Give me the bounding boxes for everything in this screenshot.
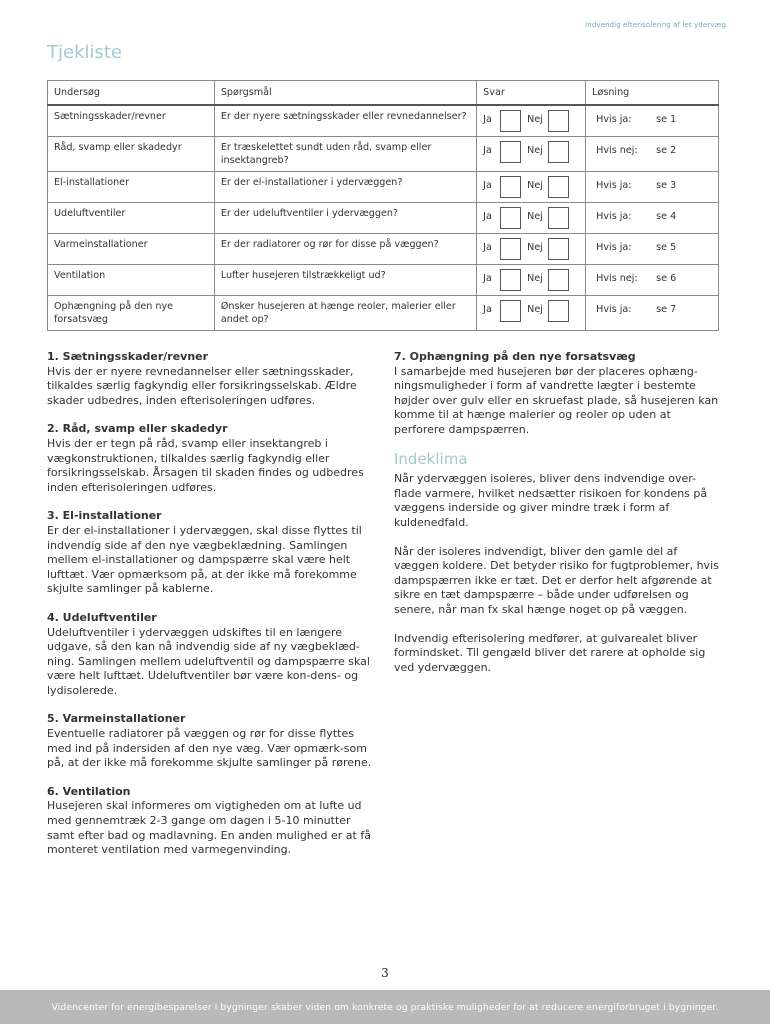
nej-checkbox[interactable] <box>548 300 569 322</box>
header-svar: Svar <box>477 81 586 106</box>
section-raad-svamp <box>47 422 377 495</box>
cell-losning <box>586 172 719 203</box>
left-column <box>47 350 377 872</box>
solution-reference: se 5 <box>656 242 677 253</box>
header-losning: Løsning <box>586 81 719 106</box>
cell-sporgsmal: Er træskelettet sundt uden råd, svamp eller insektangreb? <box>214 137 476 172</box>
section-heading: 6. Ventilation <box>47 784 131 798</box>
section-el-installationer <box>47 509 377 597</box>
ja-checkbox[interactable] <box>500 300 521 322</box>
cell-svar <box>477 137 586 172</box>
solution-reference: se 6 <box>656 273 677 284</box>
ja-label: Ja <box>483 145 492 156</box>
checklist-table <box>47 80 719 331</box>
page-number: 3 <box>381 966 389 980</box>
cell-undersog: Varmeinstallationer <box>48 234 215 265</box>
cell-losning <box>586 137 719 172</box>
cell-svar <box>477 265 586 296</box>
solution-reference: se 4 <box>656 211 677 222</box>
section-text: Husejeren skal informeres om vigtigheden om at lufte ud med gennemtræk 2-3 gange om dagen i 5-10 minutter samt efter bad og madlavning. En anden mulighed er at få monteret ventilation med varmegenvinding. <box>47 799 371 857</box>
footer-text: Videncenter for energibesparelser i bygninger skaber viden om konkrete og praktiske muligheder for at reducere energiforbruget i bygninger. <box>51 1001 719 1013</box>
footer <box>0 990 770 1024</box>
ja-checkbox[interactable] <box>500 141 521 163</box>
ja-checkbox[interactable] <box>500 269 521 291</box>
solution-condition: Hvis ja: <box>596 304 632 315</box>
nej-checkbox[interactable] <box>548 110 569 132</box>
section-heading: 5. Varmeinstallationer <box>47 712 186 726</box>
cell-undersog: Udeluftventiler <box>48 203 215 234</box>
section-ophaengning <box>394 350 722 438</box>
cell-undersog: El-installationer <box>48 172 215 203</box>
running-header: Indvendig efterisolering af let ydervæg <box>585 21 726 29</box>
table-row <box>48 265 719 296</box>
solution-reference: se 2 <box>656 145 677 156</box>
nej-checkbox[interactable] <box>548 141 569 163</box>
table-row <box>48 234 719 265</box>
page-title: Tjekliste <box>47 42 123 63</box>
section-heading: 7. Ophængning på den nye forsatsvæg <box>394 350 636 363</box>
cell-losning <box>586 105 719 137</box>
table-row <box>48 203 719 234</box>
nej-label: Nej <box>527 145 543 156</box>
cell-losning <box>586 296 719 331</box>
section-text: Hvis der er nyere revnedannelser eller sætningsskader, tilkaldes særlig fagkyndig eller forsikringsselskab. Ældre skader udbedres, inden efterisoleringen udføres. <box>47 364 357 407</box>
ja-label: Ja <box>483 114 492 125</box>
cell-sporgsmal: Er der nyere sætningsskader eller revnedannelser? <box>214 105 476 137</box>
indeklima-paragraph: Når der isoleres indvendigt, bliver den gamle del af væggen koldere. Det betyder risiko for fugtproblemer, hvis dampspærren ikke er tæt. Det er derfor helt afgørende at sikre en tæt dampspærre – både under udførelsen og senere, når man fx skal hænge noget op på væggen. <box>394 544 719 616</box>
nej-label: Nej <box>527 304 543 315</box>
ja-label: Ja <box>483 304 492 315</box>
cell-sporgsmal: Lufter husejeren tilstrækkeligt ud? <box>214 265 476 296</box>
section-udeluftventiler <box>47 611 377 699</box>
ja-label: Ja <box>483 180 492 191</box>
ja-checkbox[interactable] <box>500 110 521 132</box>
header-sporgsmal: Spørgsmål <box>214 81 476 106</box>
solution-condition: Hvis ja: <box>596 180 632 191</box>
section-ventilation <box>47 785 377 858</box>
solution-reference: se 7 <box>656 304 677 315</box>
cell-losning <box>586 234 719 265</box>
ja-checkbox[interactable] <box>500 207 521 229</box>
nej-label: Nej <box>527 242 543 253</box>
section-text: Udeluftventiler i ydervæggen udskiftes til en længere udgave, så den kan nå indvendig side af ny vægbeklæd-ning. Samlingen mellem udeluftventil og dampspærre skal være helt lufttæt. Udeluftventiler bør være kon-dens- og lydisolerede. <box>47 625 370 697</box>
nej-checkbox[interactable] <box>548 269 569 291</box>
right-column <box>394 350 722 689</box>
table-row <box>48 172 719 203</box>
section-heading: 4. Udeluftventiler <box>47 610 157 624</box>
cell-sporgsmal: Er der radiatorer og rør for disse på væggen? <box>214 234 476 265</box>
cell-losning <box>586 265 719 296</box>
section-text: Eventuelle radiatorer på væggen og rør for disse flyttes med ind på indersiden af den nye væg. Vær opmærk-som på, at der ikke må forekomme skjulte samlinger på rørene. <box>47 727 372 770</box>
cell-svar <box>477 203 586 234</box>
indeklima-paragraph: Når ydervæggen isoleres, bliver dens indvendige over-flade varmere, hvilket nedsætter risikoen for kondens på væggens inderside og giver mindre træk i form af kuldenedfald. <box>394 472 708 529</box>
table-row <box>48 105 719 137</box>
ja-label: Ja <box>483 211 492 222</box>
nej-checkbox[interactable] <box>548 238 569 260</box>
nej-checkbox[interactable] <box>548 207 569 229</box>
solution-condition: Hvis nej: <box>596 273 638 284</box>
ja-checkbox[interactable] <box>500 176 521 198</box>
indeklima-paragraph: Indvendig efterisolering medfører, at gulvarealet bliver formindsket. Til gengæld bliver det rarere at opholde sig ved ydervæggen. <box>394 631 706 674</box>
section-text: Er der el-installationer i ydervæggen, skal disse flyttes til indvendig side af den nye vægbeklædning. Samlingen mellem el-installationer og dampspærre skal være helt lufttæt. Vær opmærksom på, at der ikke må forekomme skjulte samlinger på kablerne. <box>47 523 362 596</box>
cell-svar <box>477 296 586 331</box>
cell-undersog: Ventilation <box>48 265 215 296</box>
nej-checkbox[interactable] <box>548 176 569 198</box>
table-header-row <box>48 81 719 106</box>
section-text: I samarbejde med husejeren bør der placeres ophæng-ningsmuligheder i form af vandrette lægter i bestemte højder over gulv eller en skruefast plade, så husejeren kan komme til at hænge malerier og reoler op uden at perforere dampspærren. <box>394 364 719 436</box>
cell-sporgsmal: Er der el-installationer i ydervæggen? <box>214 172 476 203</box>
cell-svar <box>477 234 586 265</box>
solution-reference: se 3 <box>656 180 677 191</box>
cell-undersog: Sætningsskader/revner <box>48 105 215 137</box>
table-row <box>48 137 719 172</box>
cell-svar <box>477 105 586 137</box>
solution-reference: se 1 <box>656 114 677 125</box>
header-undersog: Undersøg <box>48 81 215 106</box>
ja-label: Ja <box>483 273 492 284</box>
nej-label: Nej <box>527 211 543 222</box>
section-heading: 2. Råd, svamp eller skadedyr <box>47 422 228 436</box>
cell-undersog: Ophængning på den nye forsatsvæg <box>48 296 215 331</box>
section-varmeinstallationer <box>47 712 377 770</box>
solution-condition: Hvis nej: <box>596 145 638 156</box>
solution-condition: Hvis ja: <box>596 211 632 222</box>
nej-label: Nej <box>527 114 543 125</box>
solution-condition: Hvis ja: <box>596 242 632 253</box>
section-text: Hvis der er tegn på råd, svamp eller insektangreb i vægkonstruktionen, tilkaldes særlig fagkyndig eller forsikringsselskab. Årsagen til skaden findes og udbedres inden efterisoleringen udføres. <box>47 436 364 494</box>
section-saetningsskader <box>47 350 377 408</box>
cell-sporgsmal: Ønsker husejeren at hænge reoler, malerier eller andet op? <box>214 296 476 331</box>
nej-label: Nej <box>527 273 543 284</box>
cell-losning <box>586 203 719 234</box>
cell-undersog: Råd, svamp eller skadedyr <box>48 137 215 172</box>
solution-condition: Hvis ja: <box>596 114 632 125</box>
nej-label: Nej <box>527 180 543 191</box>
ja-checkbox[interactable] <box>500 238 521 260</box>
indeklima-title: Indeklima <box>394 449 468 468</box>
section-heading: 3. El-installationer <box>47 509 162 523</box>
cell-svar <box>477 172 586 203</box>
cell-sporgsmal: Er der udeluftventiler i ydervæggen? <box>214 203 476 234</box>
section-heading: 1. Sætningsskader/revner <box>47 350 209 363</box>
ja-label: Ja <box>483 242 492 253</box>
table-row <box>48 296 719 331</box>
